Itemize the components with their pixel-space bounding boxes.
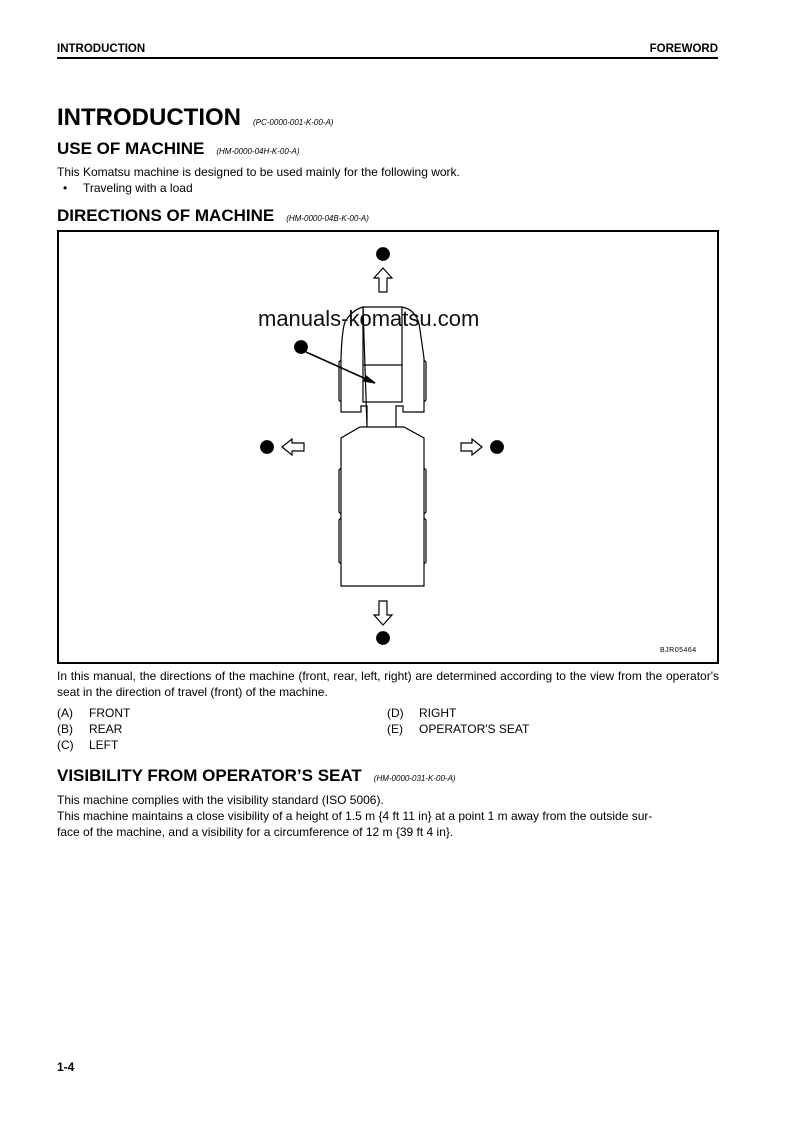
figure-id: BJR05464 bbox=[660, 647, 697, 654]
title-code: (PC-0000-001-K-00-A) bbox=[252, 118, 334, 127]
legend-item-b bbox=[57, 722, 122, 736]
rear-body bbox=[339, 427, 426, 586]
visibility-line-2: This machine maintains a close visibility of a height of 1.5 m {4 ft 11 in} at a point 1 m away from the outside sur- bbox=[57, 809, 653, 823]
rear-arrow-icon bbox=[374, 601, 392, 625]
label-d: D bbox=[492, 441, 499, 451]
label-a: A bbox=[378, 248, 385, 258]
directions-body: In this manual, the directions of the machine (front, rear, left, right) are determined according to the view from the operator's seat in the direction of travel (front) of the machine. bbox=[57, 669, 719, 699]
legend-label: FRONT bbox=[89, 706, 131, 720]
legend-key: (A) bbox=[57, 706, 73, 720]
page-number: 1-4 bbox=[57, 1060, 75, 1074]
visibility-line-3: face of the machine, and a visibility for a circumference of 12 m {39 ft 4 in}. bbox=[57, 825, 454, 839]
use-body: This Komatsu machine is designed to be used mainly for the following work. bbox=[57, 165, 460, 179]
right-arrow-icon bbox=[461, 439, 482, 455]
use-code: (HM-0000-04H-K-00-A) bbox=[216, 147, 300, 156]
use-heading-text: USE OF MACHINE bbox=[57, 139, 205, 158]
visibility-code: (HM-0000-031-K-00-A) bbox=[373, 774, 456, 783]
directions-code: (HM-0000-04B-K-00-A) bbox=[286, 214, 369, 223]
label-c: C bbox=[262, 441, 269, 451]
legend-key: (D) bbox=[387, 706, 404, 720]
left-arrow-icon bbox=[282, 439, 304, 455]
label-b: B bbox=[378, 632, 385, 642]
operator-seat bbox=[363, 365, 402, 402]
legend-item-d bbox=[387, 706, 456, 720]
use-bullet: • Traveling with a load bbox=[63, 181, 193, 195]
title-text: INTRODUCTION bbox=[57, 104, 241, 131]
legend-key: (C) bbox=[57, 738, 74, 752]
label-e: E bbox=[296, 341, 303, 351]
legend-key: (E) bbox=[387, 722, 403, 736]
visibility-heading bbox=[57, 766, 456, 786]
legend-key: (B) bbox=[57, 722, 73, 736]
bullet-text: Traveling with a load bbox=[83, 181, 193, 195]
legend-item-a bbox=[57, 706, 130, 720]
directions-heading-text: DIRECTIONS OF MACHINE bbox=[57, 206, 275, 225]
visibility-heading-text: VISIBILITY FROM OPERATOR’S SEAT bbox=[57, 766, 362, 785]
header-section: INTRODUCTION bbox=[57, 43, 146, 55]
legend-label: REAR bbox=[89, 722, 123, 736]
legend-item-e bbox=[387, 722, 529, 736]
front-arrow-icon bbox=[374, 268, 392, 292]
legend-label: OPERATOR'S SEAT bbox=[419, 722, 530, 736]
legend-label: RIGHT bbox=[419, 706, 457, 720]
header-chapter: FOREWORD bbox=[649, 43, 718, 55]
legend-item-c bbox=[57, 738, 118, 752]
visibility-line-1: This machine complies with the visibility standard (ISO 5006). bbox=[57, 793, 384, 807]
legend-label: LEFT bbox=[89, 738, 119, 752]
watermark: manuals-komatsu.com bbox=[258, 306, 480, 331]
